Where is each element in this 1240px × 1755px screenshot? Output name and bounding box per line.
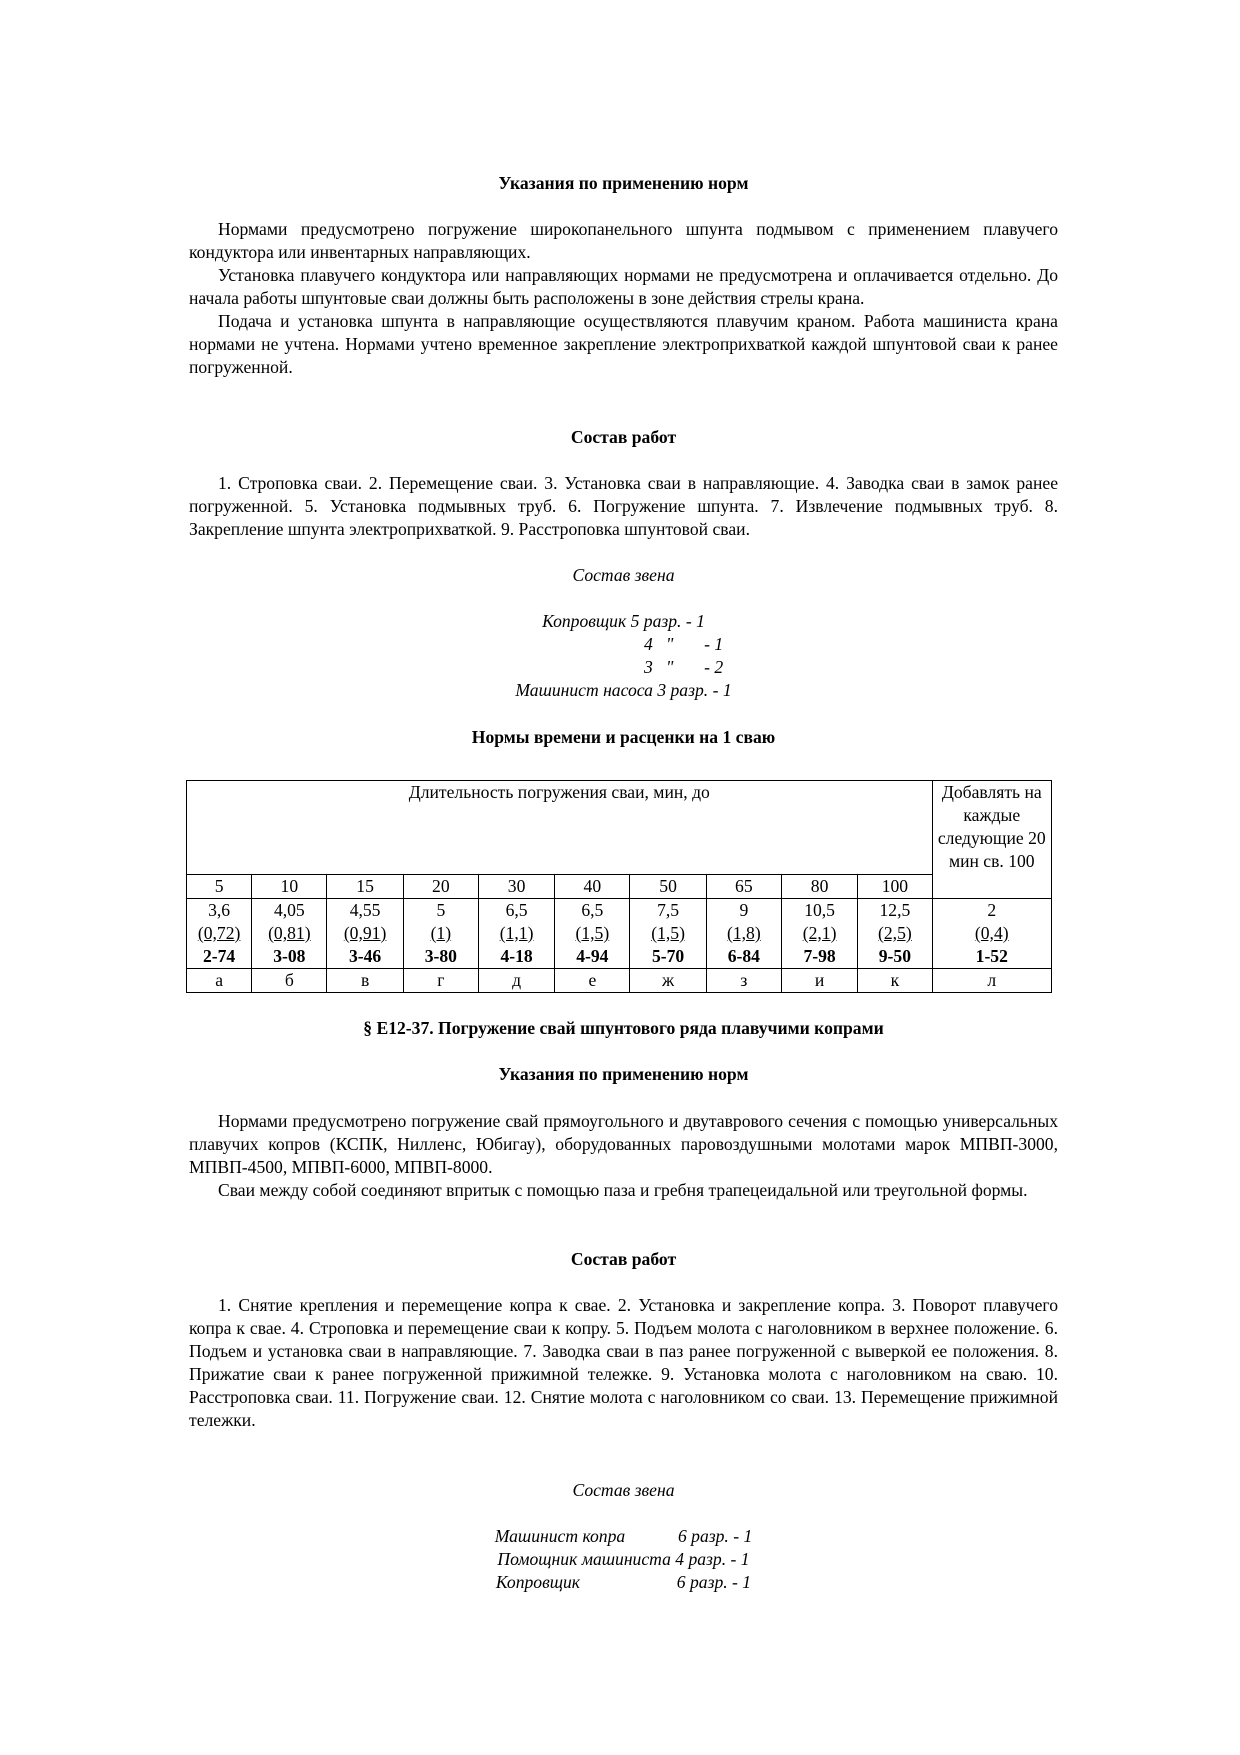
crew-line: 3 " - 2 [644, 657, 724, 677]
column-header: 100 [858, 875, 932, 899]
works-text: 1. Снятие крепления и перемещение копра к свае. 2. Установка и закрепление копра. 3. Поворот плавучего копра к свае. 4. Строповка и перемещение сваи к копру. 5. Подъем молота с наголовником в верхнее положение. 6. Подъем и установка сваи в направляющие. 7. Заводка сваи в паз ранее погруженной с выверкой ее положения. 8. Прижатие сваи к ранее погруженной прижимной тележке. 9. Установка молота с наголовником на сваю. 10. Расстроповка сваи. 11. Погружение сваи. 12. Снятие молота с наголовником со сваи. 13. Перемещение прижимной тележки. [189, 1295, 1058, 1430]
column-header: 65 [706, 875, 781, 899]
price-value: 9-50 [878, 946, 911, 966]
column-header: 50 [630, 875, 706, 899]
column-header: 20 [403, 875, 478, 899]
price-value: 2-74 [202, 946, 236, 966]
column-header: 10 [252, 875, 327, 899]
works-block [189, 1294, 1058, 1432]
letter-cell: а [187, 969, 252, 993]
rate-value: (0,91) [343, 923, 387, 943]
works-heading: Состав работ [570, 427, 677, 447]
add-header: Добавлять на каждые следующие 20 мин св. 100 [932, 781, 1051, 899]
letters-row [187, 969, 1052, 993]
columns-row [187, 875, 1052, 899]
value-cell [858, 899, 932, 969]
value-cell [630, 899, 706, 969]
crew-list [189, 1525, 1058, 1594]
letter-cell: г [403, 969, 478, 993]
letter-cell: к [858, 969, 932, 993]
price-value: 1-52 [975, 946, 1008, 966]
letter-cell: ж [630, 969, 706, 993]
duration-header: Длительность погружения сваи, мин, до [187, 781, 933, 875]
rate-value: (0,72) [197, 923, 241, 943]
rate-value: (1) [430, 923, 452, 943]
section-heading: Указания по применению норм [498, 1064, 749, 1084]
works-block [189, 472, 1058, 541]
price-value: 5-70 [651, 946, 685, 966]
price-value: 4-94 [576, 946, 609, 966]
crew-line: Машинист насоса 3 разр. - 1 [515, 680, 732, 700]
crew-line: Копровщик 6 разр. - 1 [495, 1572, 752, 1592]
price-value: 4-18 [500, 946, 533, 966]
letter-cell: е [555, 969, 630, 993]
value-cell [327, 899, 403, 969]
letter-cell: и [781, 969, 857, 993]
paragraph: Установка плавучего кондуктора или направляющих нормами не предусмотрена и оплачивается отдельно. До начала работы шпунтовые сваи должны быть расположены в зоне действия стрелы крана. [189, 265, 1058, 308]
column-header: 40 [555, 875, 630, 899]
value-cell [403, 899, 478, 969]
value-cell [252, 899, 327, 969]
norm-value: 7,5 [657, 900, 680, 920]
table-heading: Нормы времени и расценки на 1 сваю [471, 727, 776, 747]
crew-line: Машинист копра 6 разр. - 1 [494, 1526, 753, 1546]
crew-line: 4 " - 1 [644, 634, 724, 654]
price-value: 3-46 [348, 946, 382, 966]
section-heading: Указания по применению норм [498, 173, 749, 193]
price-value: 3-80 [424, 946, 457, 966]
paragraph: Подача и установка шпунта в направляющие осуществляются плавучим краном. Работа машиниста крана нормами не учтена. Нормами учтено временное закрепление электроприхваткой каждой шпунтовой сваи к ранее погруженной. [189, 311, 1058, 377]
value-cell [781, 899, 857, 969]
values-row [187, 899, 1052, 969]
price-value: 7-98 [803, 946, 836, 966]
rate-value: (1,5) [651, 923, 685, 943]
instructions-block [189, 218, 1058, 379]
norm-value: 4,55 [349, 900, 381, 920]
norm-value: 2 [987, 900, 997, 920]
works-heading: Состав работ [570, 1249, 677, 1269]
norm-value: 6,5 [505, 900, 528, 920]
instructions-block [189, 1110, 1058, 1202]
column-header: 5 [187, 875, 252, 899]
paragraph-title: § Е12-37. Погружение свай шпунтового ряда плавучими копрами [363, 1018, 884, 1038]
paragraph: Нормами предусмотрено погружение свай прямоугольного и двутаврового сечения с помощью универсальных плавучих копров (КСПК, Нилленс, Юбигау), оборудованных паровоздушными молотами марок МПВП-3000, МПВП-4500, МПВП-6000, МПВП-8000. [189, 1111, 1058, 1177]
norms-table [186, 780, 1052, 993]
paragraph: Нормами предусмотрено погружение широкопанельного шпунта подмывом с применением плавучего кондуктора или инвентарных направляющих. [189, 219, 1058, 262]
norm-value: 4,05 [273, 900, 305, 920]
norm-value: 10,5 [804, 900, 835, 920]
rate-value: (0,4) [974, 923, 1009, 943]
norm-value: 9 [739, 900, 749, 920]
rate-value: (1,8) [726, 923, 761, 943]
price-value: 6-84 [727, 946, 760, 966]
letter-cell: л [932, 969, 1051, 993]
column-header: 15 [327, 875, 403, 899]
works-text: 1. Строповка сваи. 2. Перемещение сваи. 3. Установка сваи в направляющие. 4. Заводка сваи в замок ранее погруженной. 5. Установка подмывных труб. 6. Погружение шпунта. 7. Извлечение подмывных труб. 8. Закрепление шпунта электроприхваткой. 9. Расстроповка шпунтовой сваи. [189, 473, 1058, 539]
value-cell [187, 899, 252, 969]
letter-cell: з [706, 969, 781, 993]
column-header: 30 [478, 875, 554, 899]
crew-line: Копровщик 5 разр. - 1 [542, 611, 705, 631]
price-value: 3-08 [273, 946, 306, 966]
value-cell [932, 899, 1051, 969]
crew-list [189, 610, 1058, 702]
rate-value: (2,1) [802, 923, 837, 943]
crew-line: Помощник машиниста 4 разр. - 1 [497, 1549, 750, 1569]
letter-cell: в [327, 969, 403, 993]
column-header: 80 [781, 875, 857, 899]
norm-value: 5 [436, 900, 446, 920]
letter-cell: д [478, 969, 554, 993]
crew-heading: Состав звена [572, 565, 675, 585]
norm-value: 12,5 [879, 900, 911, 920]
crew-heading: Состав звена [572, 1480, 675, 1500]
value-cell [555, 899, 630, 969]
letter-cell: б [252, 969, 327, 993]
rate-value: (2,5) [878, 923, 912, 943]
value-cell [478, 899, 554, 969]
rate-value: (1,1) [499, 923, 534, 943]
norm-value: 6,5 [581, 900, 604, 920]
paragraph: Сваи между собой соединяют впритык с помощью паза и гребня трапецеидальной или треугольной формы. [218, 1180, 1028, 1200]
rate-value: (1,5) [575, 923, 610, 943]
value-cell [706, 899, 781, 969]
rate-value: (0,81) [268, 923, 311, 943]
norm-value: 3,6 [208, 900, 231, 920]
